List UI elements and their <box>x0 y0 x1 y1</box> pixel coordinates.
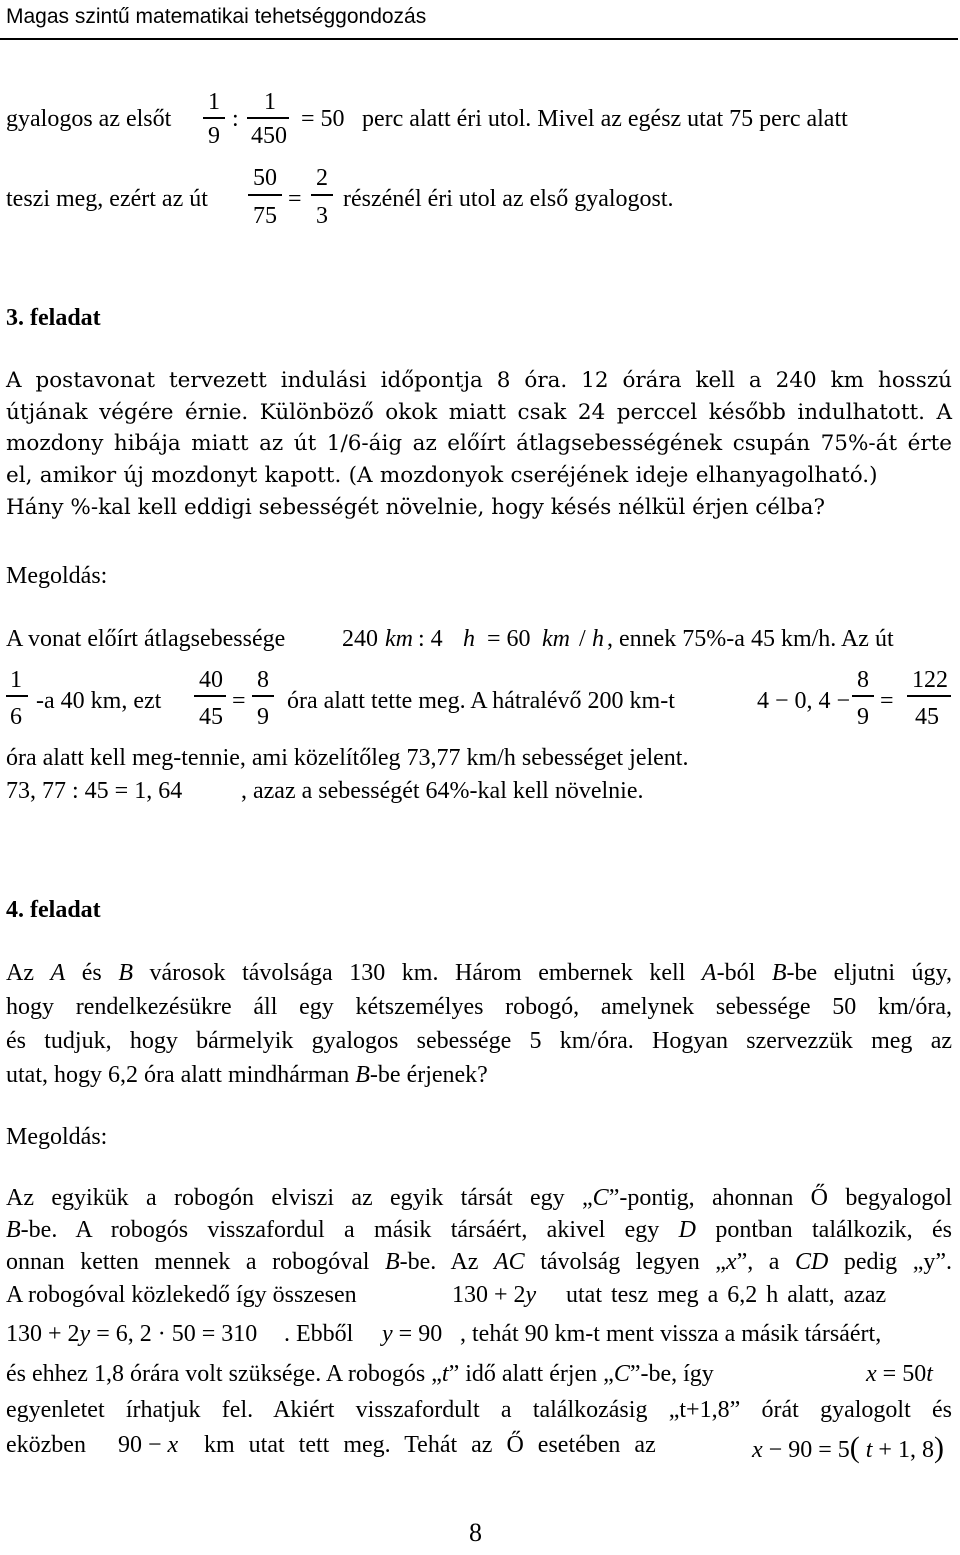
variable-t: t <box>441 1361 449 1387</box>
text: és ehhez 1,8 órára volt szüksége. A robogós „ <box>6 1361 442 1387</box>
math-90-x <box>118 1433 178 1457</box>
fraction-bar <box>6 695 28 697</box>
math: = 6, 2 · 50 = 310 <box>96 1321 258 1347</box>
task4-text-line <box>6 1063 488 1087</box>
city-a: A <box>701 960 717 986</box>
variable-x: x <box>866 1361 877 1387</box>
task3-text-line: A postavonat tervezett indulási időpontja 8 óra. 12 órára kell a 240 km hosszú <box>6 368 952 393</box>
sol-text: A robogóval közlekedő így összesen <box>6 1282 357 1308</box>
city-b: B <box>118 960 133 986</box>
math-final-equation <box>752 1433 944 1463</box>
task4-sol-line: egyenletet írhatjuk fel. Akiért visszafordult a találkozásig „t+1,8” órát gyalogolt és <box>6 1397 952 1423</box>
text: ”-pontig, ahonnan Ő begyalogol <box>608 1185 952 1211</box>
math-240: 240 <box>342 626 378 652</box>
math-equation <box>6 1322 257 1346</box>
fraction-8-9-num: 8 <box>257 667 269 693</box>
city-b: B <box>771 960 787 986</box>
math: − 90 = 5 <box>768 1437 850 1463</box>
fraction-40-45-den: 45 <box>199 704 223 730</box>
intro-line2-text-2: részénél éri utol az első gyalogost. <box>343 186 674 212</box>
city-a: A <box>50 960 66 986</box>
fraction-bar <box>907 695 951 697</box>
variable-t: t <box>926 1361 933 1387</box>
task3-text-line: útjának végére érnie. Különböző okok miatt csak 24 perccel később indulhatott. A <box>6 400 952 425</box>
sol-text: utat tesz meg a 6,2 h alatt, azaz <box>566 1282 887 1308</box>
sol-text: , tehát 90 km-t ment vissza a másik társáért, <box>460 1321 882 1347</box>
fraction-50-75-num: 50 <box>253 165 277 191</box>
intro-line1-text-2: perc alatt éri utol. Mivel az egész utat 75 perc alatt <box>362 106 848 132</box>
paren-open: ( <box>849 1431 860 1464</box>
fraction-bar <box>852 695 874 697</box>
sol-text: . Ebből <box>284 1321 354 1347</box>
math-eq-60: = 60 <box>487 626 531 652</box>
sol-line2-text: -a 40 km, ezt <box>36 688 162 714</box>
variable-y: y <box>79 1321 91 1347</box>
text: és <box>65 960 119 986</box>
task3-text-line: Hány %-kal kell eddigi sebességét növelnie, hogy késés nélkül érjen célba? <box>6 495 825 520</box>
math-colon-4: : 4 <box>418 626 443 652</box>
math-h2: h <box>592 626 604 652</box>
text: Az <box>6 960 51 986</box>
equals-sign: = <box>232 688 246 714</box>
fraction-bar <box>252 695 274 697</box>
sol-line1-text: A vonat előírt átlagsebessége <box>6 626 286 652</box>
fraction-40-45-num: 40 <box>199 667 223 693</box>
fraction-8-9-num-2: 8 <box>857 667 869 693</box>
city-b: B <box>384 1249 400 1275</box>
text: ”-be, így <box>629 1361 714 1387</box>
fraction-1-6-den: 6 <box>10 704 22 730</box>
math-slash: / <box>579 626 586 652</box>
task3-heading: 3. feladat <box>6 305 101 331</box>
task3-solution-label: Megoldás: <box>6 563 108 589</box>
variable-y: y <box>525 1282 537 1308</box>
task4-solution-label: Megoldás: <box>6 1124 108 1150</box>
text: -be. Az <box>399 1249 494 1275</box>
task4-sol-line <box>6 1250 952 1274</box>
sol-text: eközben <box>6 1432 86 1458</box>
text: távolság legyen „ <box>524 1249 726 1275</box>
math-h: h <box>463 626 475 652</box>
text: utat, hogy 6,2 óra alatt mindhárman <box>6 1062 356 1088</box>
sol-text: km utat tett meg. Tehát az Ő esetében az <box>204 1432 656 1458</box>
task4-sol-line <box>6 1186 952 1210</box>
math-x-50t <box>866 1362 933 1386</box>
math-expression: 4 − 0, 4 − <box>757 688 851 714</box>
text: ” idő alatt érjen „ <box>448 1361 614 1387</box>
math: = 50 <box>882 1361 927 1387</box>
math-73-77: 73, 77 : 45 = 1, 64 <box>6 778 183 804</box>
running-header: Magas szintű matematikai tehetséggondozás <box>6 5 427 28</box>
fraction-2-3-num: 2 <box>316 165 328 191</box>
fraction-1-9-num: 1 <box>208 89 220 115</box>
text: városok távolsága 130 km. Három embernek kell <box>132 960 702 986</box>
fraction-8-9-den-2: 9 <box>857 704 869 730</box>
variable-y: y <box>382 1321 393 1347</box>
fraction-122-45-den: 45 <box>915 704 939 730</box>
fraction-8-9-den: 9 <box>257 704 269 730</box>
fraction-2-3-den: 3 <box>316 203 328 229</box>
point-c: C <box>613 1361 630 1387</box>
equals-sign: = <box>288 186 302 212</box>
fraction-bar <box>194 695 226 697</box>
math-km2: km <box>542 626 570 652</box>
fraction-bar <box>247 117 289 119</box>
sol-line4-text: , azaz a sebességét 64%-kal kell növelnie. <box>241 778 644 804</box>
task4-text-line: hogy rendelkezésükre áll egy kétszemélyes robogó, amelynek sebessége 50 km/óra, <box>6 994 952 1020</box>
fraction-1-450-den: 450 <box>251 123 287 149</box>
task3-text-line: mozdony hibája miatt az út 1/6-áig az előírt átlagsebességének csupán 75%-át érte <box>6 431 952 456</box>
math-km: km <box>385 626 413 652</box>
equals-sign-2: = <box>880 688 894 714</box>
variable-t: t <box>865 1437 873 1463</box>
fraction-bar <box>311 194 333 196</box>
math-130-2y <box>452 1283 536 1307</box>
point-c: C <box>592 1185 609 1211</box>
intro-line1-text: gyalogos az elsőt <box>6 106 172 132</box>
equals-50: = 50 <box>301 106 345 132</box>
text: pontban találkozik, és <box>696 1217 952 1243</box>
segment-cd: CD <box>794 1249 829 1275</box>
text: pedig „y”. <box>828 1249 953 1275</box>
math: 90 − <box>118 1432 162 1458</box>
text: -ból <box>716 960 772 986</box>
math: 130 + 2 <box>6 1321 80 1347</box>
text: -be. A robogós visszafordul a másik társáért, akivel egy <box>20 1217 679 1243</box>
point-d: D <box>678 1217 696 1243</box>
text: -be érjenek? <box>369 1062 488 1088</box>
math-y-90 <box>382 1322 442 1346</box>
colon: : <box>232 106 239 132</box>
fraction-bar <box>248 194 282 196</box>
intro-line2-text: teszi meg, ezért az út <box>6 186 208 212</box>
segment-ac: AC <box>494 1249 525 1275</box>
task4-heading: 4. feladat <box>6 897 101 923</box>
math: 130 + 2 <box>452 1282 526 1308</box>
text: ”, a <box>736 1249 795 1275</box>
variable-x: x <box>167 1432 179 1458</box>
fraction-bar <box>203 117 225 119</box>
task4-sol-line <box>6 1218 952 1242</box>
task4-text-line: és tudjuk, hogy bármelyik gyalogos sebessége 5 km/óra. Hogyan szervezzük meg az <box>6 1028 952 1054</box>
page-number: 8 <box>469 1518 482 1547</box>
fraction-1-450-num: 1 <box>264 89 276 115</box>
header-rule <box>0 38 958 40</box>
fraction-1-9-den: 9 <box>208 123 220 149</box>
city-b: B <box>6 1217 21 1243</box>
fraction-50-75-den: 75 <box>253 203 277 229</box>
fraction-122-45-num: 122 <box>912 667 948 693</box>
text: onnan ketten mennek a robogóval <box>6 1249 385 1275</box>
sol-line1-text-2: , ennek 75%-a 45 km/h. Az út <box>607 626 894 652</box>
math: = 90 <box>398 1321 443 1347</box>
math: + 1, 8 <box>878 1437 934 1463</box>
text: -be eljutni úgy, <box>786 960 952 986</box>
sol-line2-text-2: óra alatt tette meg. A hátralévő 200 km-t <box>287 688 675 714</box>
task4-text-line <box>6 961 952 985</box>
task3-text-line: el, amikor új mozdonyt kapott. (A mozdonyok cseréjének ideje elhanyagolható.) <box>6 463 878 488</box>
fraction-1-6-num: 1 <box>10 667 22 693</box>
text: Az egyikük a robogón elviszi az egyik társát egy „ <box>6 1185 593 1211</box>
variable-x: x <box>725 1249 737 1275</box>
variable-x: x <box>752 1437 763 1463</box>
sol-line3-text: óra alatt kell meg-tennie, ami közelítőleg 73,77 km/h sebességet jelent. <box>6 745 689 771</box>
sol-text <box>6 1362 714 1386</box>
city-b: B <box>355 1062 370 1088</box>
paren-close: ) <box>933 1431 944 1464</box>
